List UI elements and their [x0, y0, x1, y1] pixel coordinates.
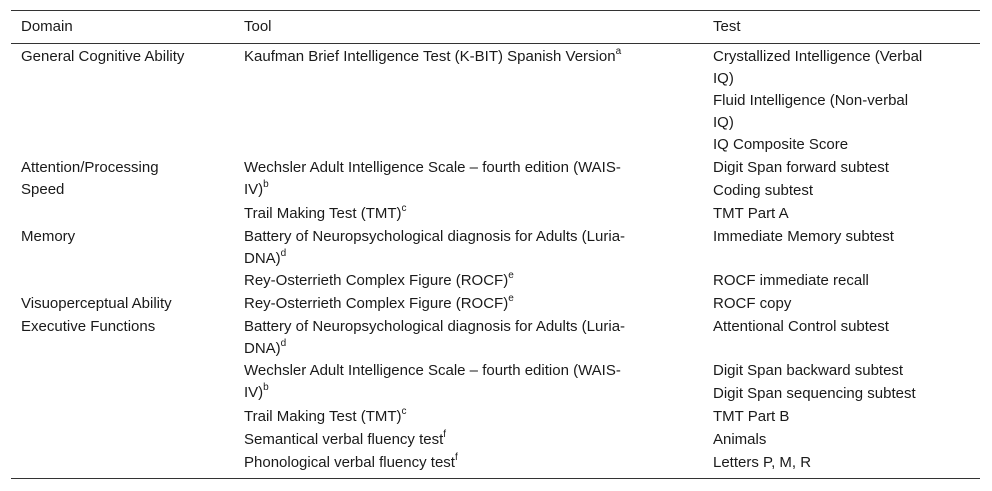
test-cell: Digit Span backward subtest	[713, 362, 904, 379]
domain-cell: Memory	[21, 228, 76, 245]
test-cell: Coding subtest	[713, 182, 814, 199]
header-tool: Tool	[244, 18, 272, 35]
tool-cell: Trail Making Test (TMT)$^c$	[244, 203, 407, 222]
domain-cell: Attention/Processing Speed	[21, 159, 159, 198]
test-cell: TMT Part A	[713, 205, 789, 222]
domain-cell: Executive Functions	[21, 318, 156, 335]
test-cell: Letters P, M, R	[713, 454, 812, 471]
test-cell: TMT Part B	[713, 408, 790, 425]
tool-cell: Wechsler Adult Intelligence Scale – fourth edition (WAIS- IV)$^b$	[244, 159, 621, 198]
tool-cell: Battery of Neuropsychological diagnosis for Adults (Luria- DNA)$^d$	[244, 228, 626, 267]
test-cell: Immediate Memory subtest	[713, 228, 894, 245]
test-cell: ROCF immediate recall	[713, 272, 869, 289]
header-domain: Domain	[21, 18, 73, 35]
bottom-rule	[11, 478, 980, 479]
header-test: Test	[713, 18, 741, 35]
test-cell: Digit Span forward subtest	[713, 159, 889, 176]
domain-cell: Visuoperceptual Ability	[21, 295, 172, 312]
tool-cell: Rey-Osterrieth Complex Figure (ROCF)$^e$	[244, 293, 514, 312]
tool-cell: Rey-Osterrieth Complex Figure (ROCF)$^e$	[244, 270, 514, 289]
tool-cell: Kaufman Brief Intelligence Test (K-BIT) Spanish Version$^a$	[244, 46, 622, 65]
test-cell: ROCF copy	[713, 295, 792, 312]
top-rule	[11, 10, 980, 11]
test-cell: Animals	[713, 431, 767, 448]
tool-cell: Battery of Neuropsychological diagnosis for Adults (Luria- DNA)$^d$	[244, 318, 626, 357]
test-cell: Fluid Intelligence (Non-verbal IQ)	[713, 92, 909, 131]
header-rule	[11, 43, 980, 44]
tool-cell: Phonological verbal fluency test$^f$	[244, 452, 458, 471]
tool-cell: Semantical verbal fluency test$^f$	[244, 429, 447, 448]
test-cell: Attentional Control subtest	[713, 318, 889, 335]
tool-cell: Wechsler Adult Intelligence Scale – fourth edition (WAIS- IV)$^b$	[244, 362, 621, 401]
domain-cell: General Cognitive Ability	[21, 48, 185, 65]
tool-cell: Trail Making Test (TMT)$^c$	[244, 406, 407, 425]
test-cell: Digit Span sequencing subtest	[713, 385, 916, 402]
test-cell: IQ Composite Score	[713, 136, 849, 153]
test-cell: Crystallized Intelligence (Verbal IQ)	[713, 48, 923, 87]
